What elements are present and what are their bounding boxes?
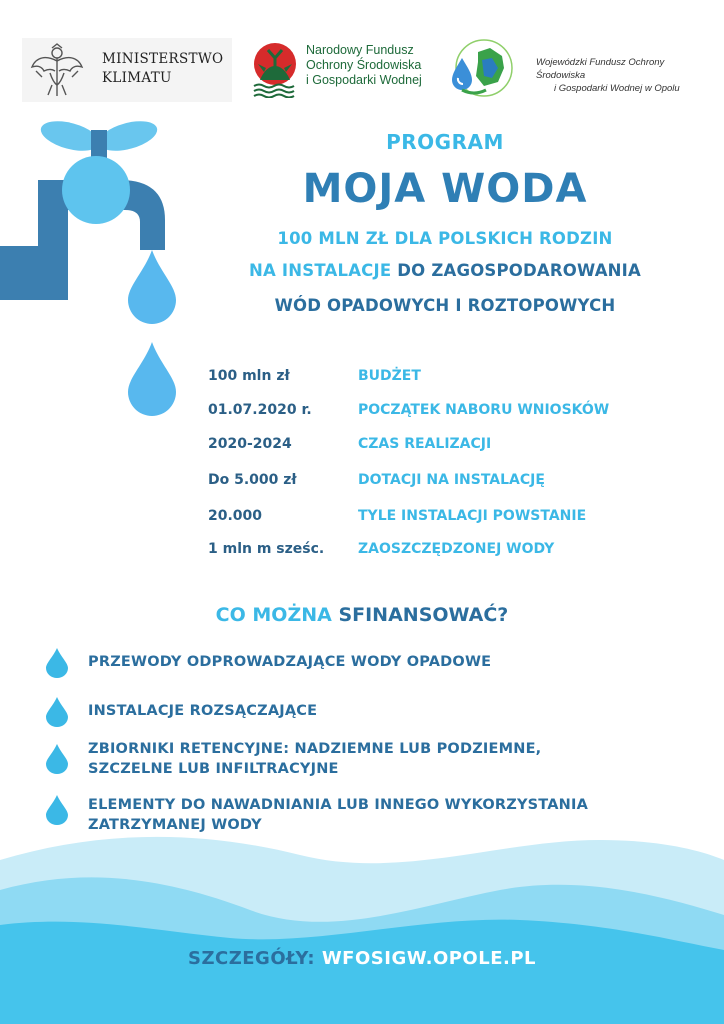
wfos-name-line1: Wojewódzki Fundusz Ochrony Środowiska xyxy=(536,57,665,81)
website-url[interactable]: WFOSIGW.OPOLE.PL xyxy=(321,948,537,969)
faucet-icon xyxy=(0,116,165,300)
ministry-logo xyxy=(22,38,232,102)
wave-dark xyxy=(0,920,724,1024)
waves-background xyxy=(0,820,724,1024)
subtitle-line1: 100 MLN ZŁ DLA POLSKICH RODZIN xyxy=(277,229,613,248)
list-item-line1: ZBIORNIKI RETENCYJNE: NADZIEMNE LUB PODZIEMNE, xyxy=(88,741,542,757)
water-drop-icon xyxy=(128,342,176,416)
page-title: MOJA WODA xyxy=(302,166,588,212)
list-item-line1: PRZEWODY ODPROWADZAJĄCE WODY OPADOWE xyxy=(88,654,492,670)
ministry-name-line2: KLIMATU xyxy=(102,70,172,86)
stat-label: BUDŻET xyxy=(358,368,421,384)
list-item-line1: ELEMENTY DO NAWADNIANIA LUB INNEGO WYKORZYSTANIA xyxy=(88,797,589,813)
water-drop-icon xyxy=(46,648,68,678)
finance-heading xyxy=(0,604,724,626)
stat-value: 20.000 xyxy=(208,508,263,524)
stat-value: 01.07.2020 r. xyxy=(208,402,312,418)
footer-link[interactable] xyxy=(0,948,724,969)
nfos-name-line1: Narodowy Fundusz xyxy=(306,43,414,57)
stat-label: DOTACJI NA INSTALACJĘ xyxy=(358,472,545,488)
wfos-emblem-icon xyxy=(442,38,524,102)
subtitle-line2-rest: DO ZAGOSPODAROWANIA xyxy=(391,261,641,280)
stat-label: CZAS REALIZACJI xyxy=(358,436,492,452)
nfos-name-line3: i Gospodarki Wodnej xyxy=(306,73,422,87)
wfos-logo xyxy=(440,38,710,102)
nfos-emblem-icon xyxy=(250,42,300,98)
list-item xyxy=(88,652,648,672)
faucet-illustration xyxy=(0,110,200,420)
wfos-name-line2: i Gospodarki Wodnej w Opolu xyxy=(554,83,680,94)
stat-value: 1 mln m sześc. xyxy=(208,541,325,557)
stat-value: Do 5.000 zł xyxy=(208,472,297,488)
list-item xyxy=(88,701,648,721)
stat-label: ZAOSZCZĘDZONEJ WODY xyxy=(358,541,555,557)
water-drop-icon xyxy=(46,744,68,774)
footer-label: SZCZEGÓŁY: xyxy=(187,948,322,969)
ministry-name xyxy=(102,50,223,88)
finance-heading-part2: SFINANSOWAĆ? xyxy=(338,604,509,626)
stat-label: POCZĄTEK NABORU WNIOSKÓW xyxy=(358,402,610,418)
stat-value: 100 mln zł xyxy=(208,368,290,384)
list-item-line1: INSTALACJE ROZSĄCZAJĄCE xyxy=(88,703,318,719)
subtitle-line2 xyxy=(200,261,690,280)
nfos-logo xyxy=(250,38,430,102)
eagle-emblem-icon xyxy=(28,41,86,99)
subtitle-line3: WÓD OPADOWYCH I ROZTOPOWYCH xyxy=(274,296,616,315)
list-item-line2: ZATRZYMANEJ WODY xyxy=(88,817,262,833)
list-item xyxy=(88,739,648,779)
finance-heading-part1: CO MOŻNA xyxy=(215,604,339,626)
program-label: PROGRAM xyxy=(386,130,504,154)
subtitle-line2-highlight: NA INSTALACJE xyxy=(249,261,392,280)
stat-value: 2020-2024 xyxy=(208,436,292,452)
nfos-name xyxy=(306,43,422,88)
stat-label: TYLE INSTALACJI POWSTANIE xyxy=(358,508,587,524)
water-drop-icon xyxy=(46,697,68,727)
list-item-line2: SZCZELNE LUB INFILTRACYJNE xyxy=(88,761,339,777)
nfos-name-line2: Ochrony Środowiska xyxy=(306,58,422,72)
water-drop-icon xyxy=(128,250,176,324)
wfos-name xyxy=(536,56,710,95)
ministry-name-line1: MINISTERSTWO xyxy=(102,51,224,67)
